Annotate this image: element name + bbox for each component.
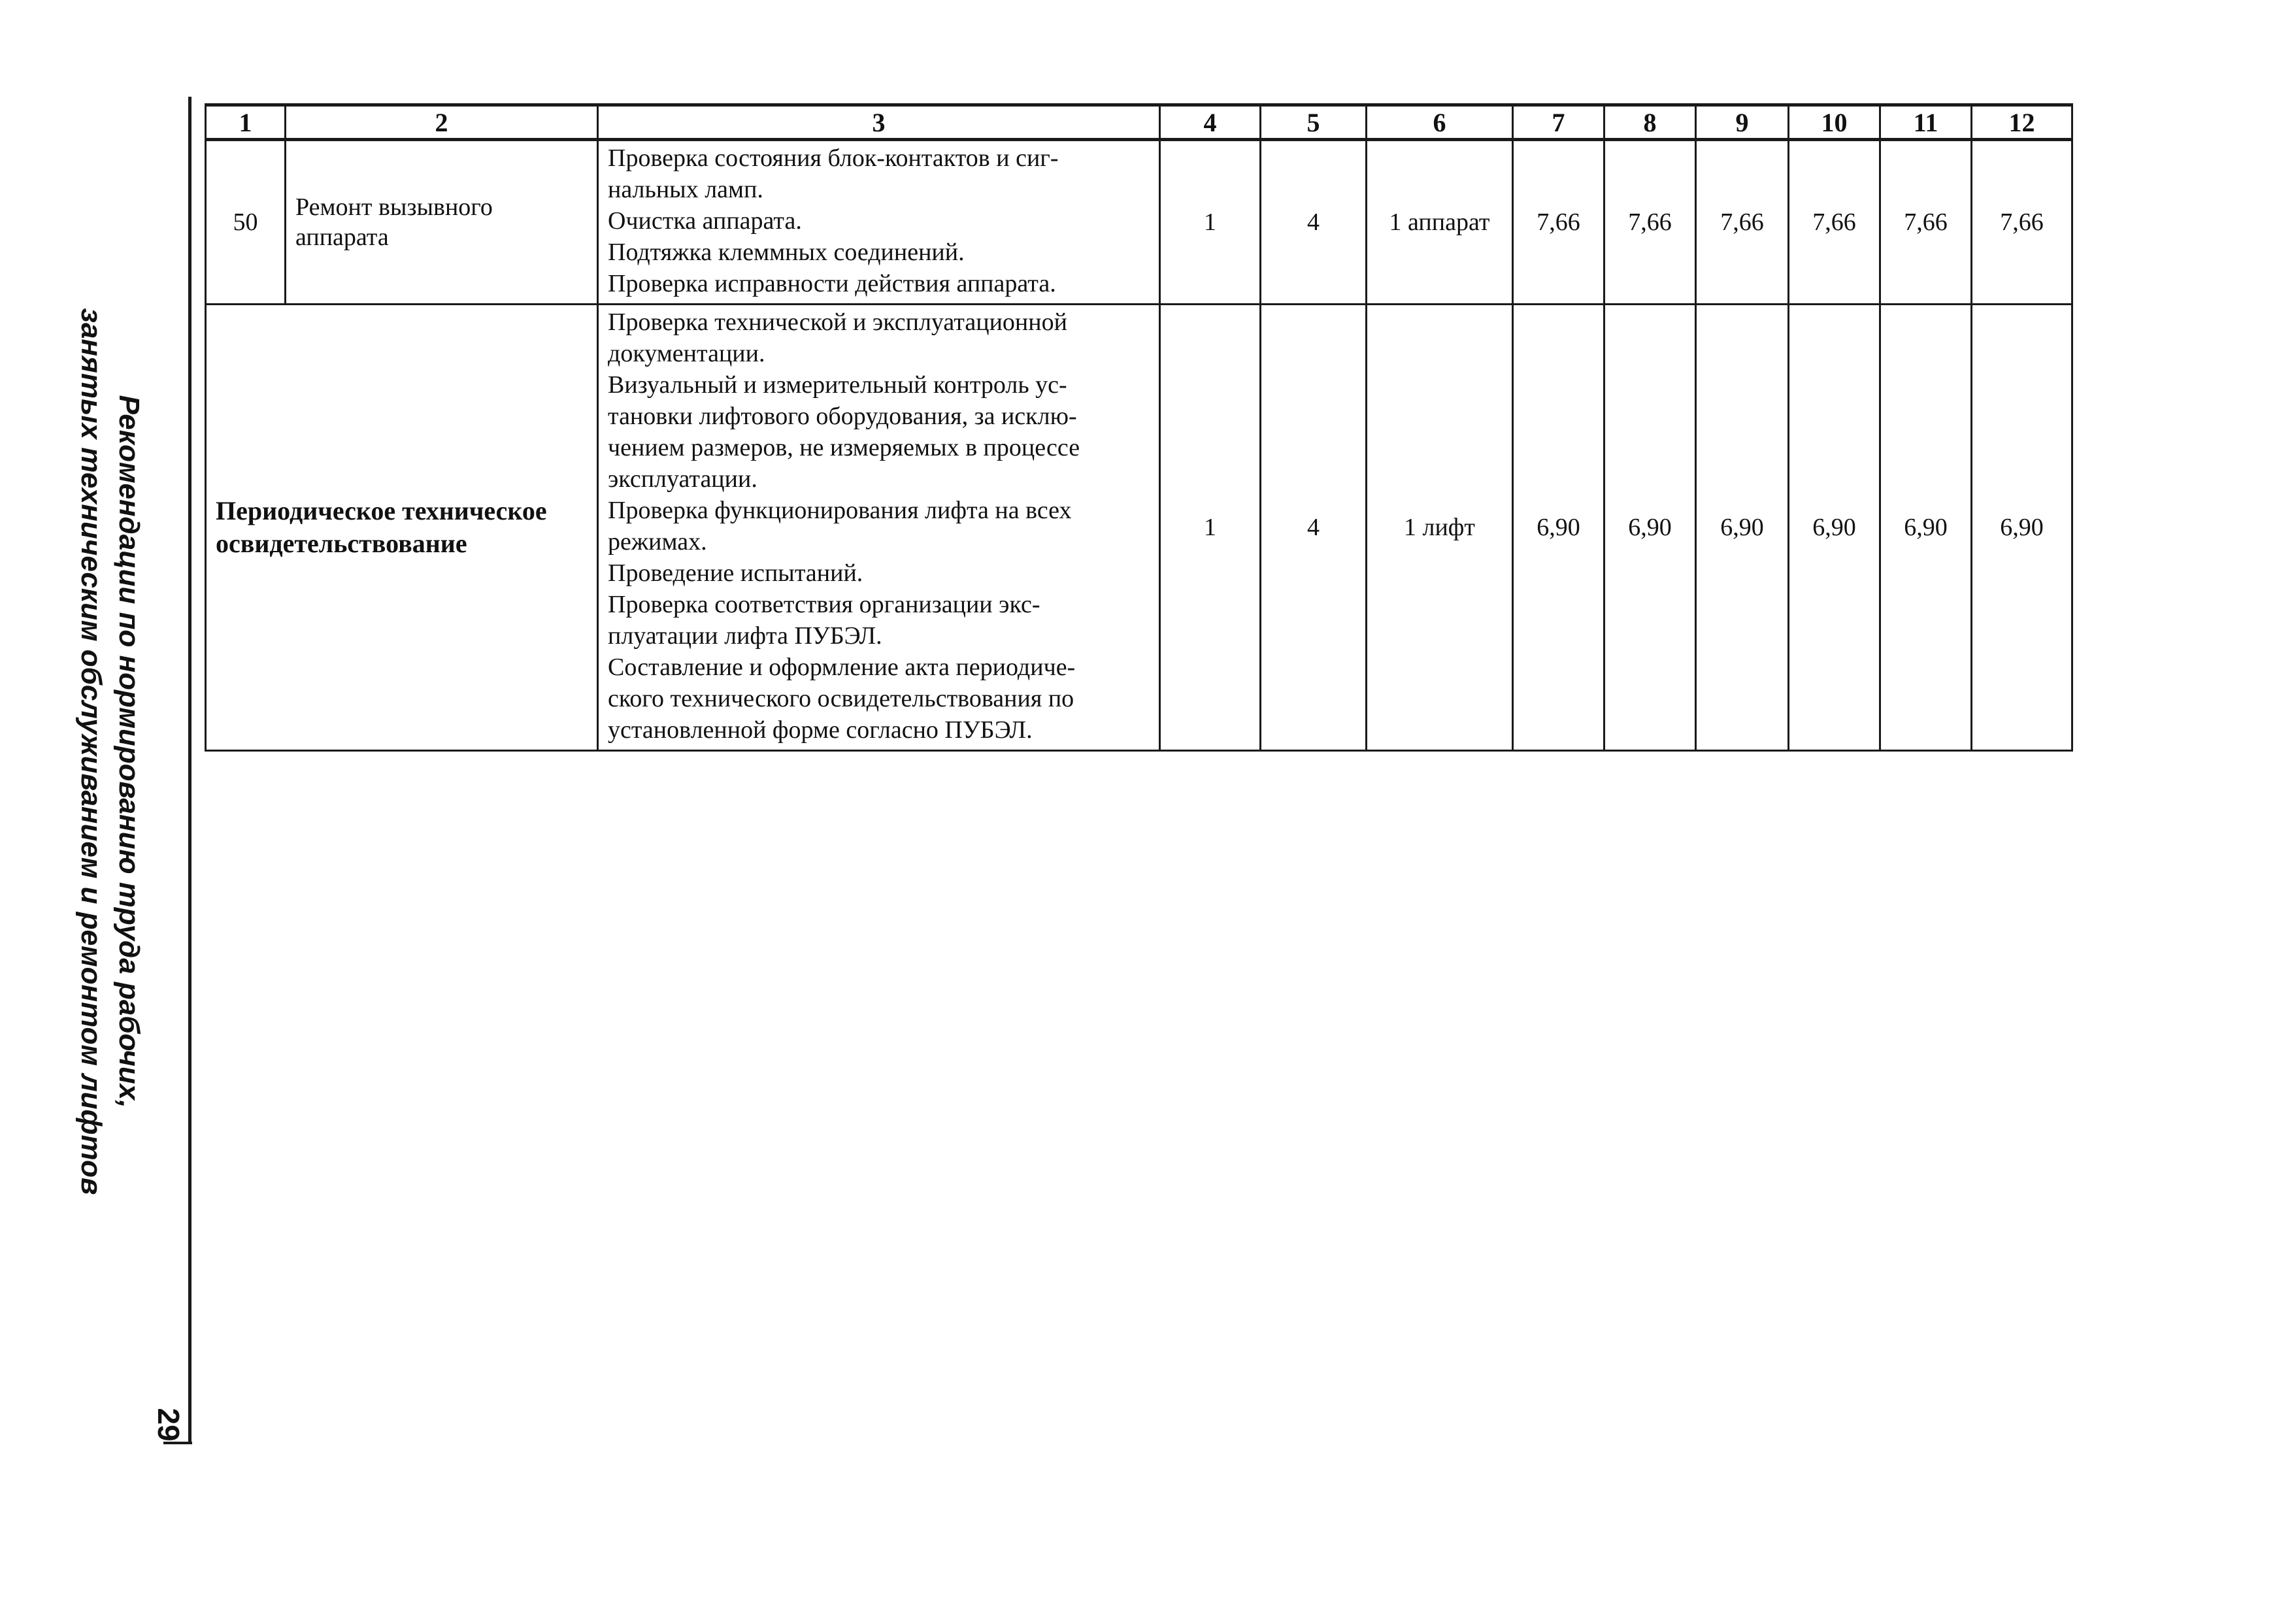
norm-value: 7,66 <box>1972 140 2072 305</box>
header-col-1: 1 <box>206 105 286 140</box>
work-list <box>598 305 1160 751</box>
col-4-value: 1 <box>1160 305 1261 751</box>
work-item: Очистка аппарата. <box>608 207 802 235</box>
measure-unit: 1 аппарат <box>1367 140 1513 305</box>
header-col-4: 4 <box>1160 105 1261 140</box>
norm-value: 7,66 <box>1789 140 1880 305</box>
norm-value: 6,90 <box>1880 305 1972 751</box>
norm-value: 6,90 <box>1696 305 1789 751</box>
work-item: Проверка соответствия организации экс- <box>608 591 1040 618</box>
norm-value: 7,66 <box>1604 140 1696 305</box>
work-item: чением размеров, не измеряемых в процессе <box>608 434 1080 461</box>
running-header <box>56 294 148 1209</box>
work-item: тановки лифтового оборудования, за исклю- <box>608 403 1077 430</box>
header-col-8: 8 <box>1604 105 1696 140</box>
work-item: Проверка технической и эксплуатационной <box>608 308 1067 336</box>
work-item: Проверка функционирования лифта на всех <box>608 497 1072 524</box>
page-number: 29 <box>152 1408 186 1442</box>
work-item: эксплуатации. <box>608 465 757 493</box>
margin-rule <box>188 97 191 1443</box>
norms-table <box>205 103 2073 752</box>
work-item: Проведение испытаний. <box>608 559 863 587</box>
norm-value: 6,90 <box>1513 305 1604 751</box>
norm-value: 7,66 <box>1513 140 1604 305</box>
header-col-11: 11 <box>1880 105 1972 140</box>
table-row <box>206 305 2072 751</box>
table-row <box>206 140 2072 305</box>
work-item: документации. <box>608 340 765 367</box>
header-col-3: 3 <box>598 105 1160 140</box>
work-item: установленной форме согласно ПУБЭЛ. <box>608 716 1033 744</box>
work-list <box>598 140 1160 305</box>
work-name-bold: Периодическое техническое освидетельствование <box>206 305 598 751</box>
col-4-value: 1 <box>1160 140 1261 305</box>
work-item: Проверка исправности действия аппарата. <box>608 270 1056 297</box>
norm-value: 7,66 <box>1696 140 1789 305</box>
work-item: режимах. <box>608 528 707 555</box>
header-col-9: 9 <box>1696 105 1789 140</box>
header-col-12: 12 <box>1972 105 2072 140</box>
work-item: плуатации лифта ПУБЭЛ. <box>608 622 882 650</box>
norm-value: 6,90 <box>1604 305 1696 751</box>
header-col-10: 10 <box>1789 105 1880 140</box>
norm-value: 7,66 <box>1880 140 1972 305</box>
work-item: нальных ламп. <box>608 176 763 203</box>
row-number: 50 <box>206 140 286 305</box>
work-item: ского технического освидетельствования по <box>608 685 1074 712</box>
work-item: Визуальный и измерительный контроль ус- <box>608 371 1067 399</box>
header-col-5: 5 <box>1261 105 1367 140</box>
header-col-6: 6 <box>1367 105 1513 140</box>
running-header-line-2: занятых техническим обслуживанием и ремонтом лифтов <box>75 308 107 1195</box>
measure-unit: 1 лифт <box>1367 305 1513 751</box>
work-name: Ремонт вызывного аппарата <box>286 140 598 305</box>
header-row <box>206 105 2072 140</box>
header-col-7: 7 <box>1513 105 1604 140</box>
header-col-2: 2 <box>286 105 598 140</box>
running-header-line-1: Рекомендации по нормированию труда рабочих, <box>113 395 145 1108</box>
col-5-value: 4 <box>1261 305 1367 751</box>
work-item: Составление и оформление акта периодиче- <box>608 654 1076 681</box>
norm-value: 6,90 <box>1972 305 2072 751</box>
work-item: Проверка состояния блок-контактов и сиг- <box>608 144 1059 172</box>
work-item: Подтяжка клеммных соединений. <box>608 239 965 266</box>
norm-value: 6,90 <box>1789 305 1880 751</box>
col-5-value: 4 <box>1261 140 1367 305</box>
